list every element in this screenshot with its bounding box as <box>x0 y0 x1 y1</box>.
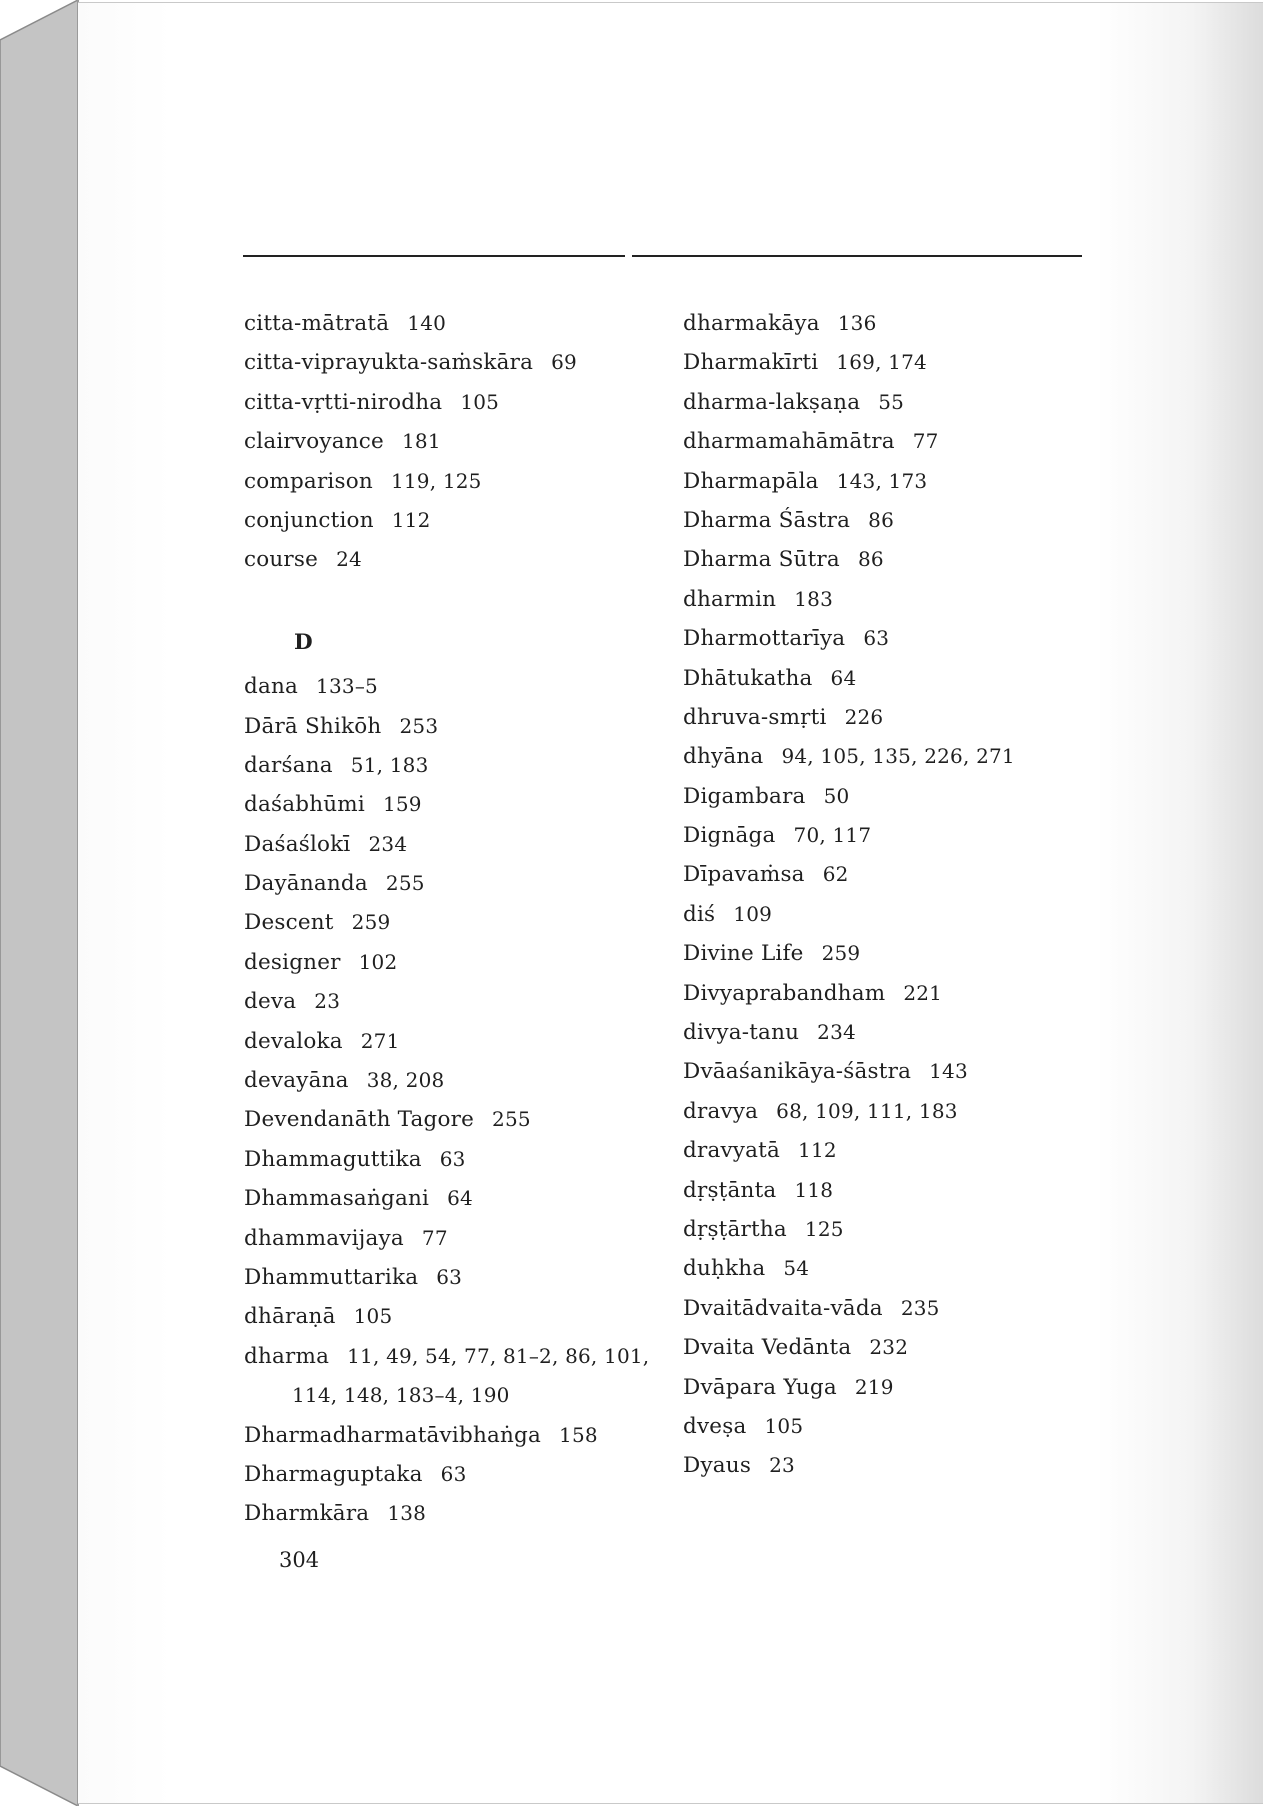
index-entry <box>683 777 1103 816</box>
index-page-refs: 221 <box>903 980 943 1005</box>
index-term: dveṣa <box>683 1413 747 1439</box>
index-term: Dyaus <box>683 1453 752 1479</box>
index-page-refs: 50 <box>823 783 850 808</box>
index-entry <box>244 1455 644 1494</box>
index-page-refs: 64 <box>830 665 857 690</box>
index-entry <box>683 1131 1103 1170</box>
index-term: diś <box>683 901 716 927</box>
index-entry <box>244 1140 644 1179</box>
index-page-refs: 259 <box>821 941 861 966</box>
index-term: Devendanāth Tagore <box>244 1107 475 1133</box>
index-page-refs: 119, 125 <box>390 468 482 493</box>
index-term: designer <box>244 949 341 975</box>
index-entry <box>683 1210 1103 1249</box>
index-term: dharmakāya <box>683 311 820 336</box>
index-term: daśabhūmi <box>244 792 365 818</box>
index-entry <box>244 343 644 382</box>
index-term: Dvāaśanikāya-śāstra <box>683 1059 912 1085</box>
index-entry <box>683 1171 1103 1210</box>
index-entry <box>244 707 644 746</box>
index-term: Dharma Śāstra <box>683 507 851 533</box>
index-page-refs: 235 <box>900 1295 940 1320</box>
index-term: dharma-lakṣaṇa <box>683 389 861 415</box>
index-page-refs: 118 <box>794 1177 834 1202</box>
index-entry <box>244 785 644 824</box>
index-entry <box>683 895 1103 934</box>
index-term: Dvaita Vedānta <box>683 1335 852 1361</box>
index-entry <box>683 1289 1103 1328</box>
index-entry <box>244 943 644 982</box>
index-entry <box>244 825 644 864</box>
index-page-refs: 102 <box>358 949 398 974</box>
index-page-refs: 125 <box>804 1216 844 1241</box>
index-column-left <box>244 304 650 1534</box>
index-entry <box>683 698 1103 737</box>
index-entry <box>244 746 644 785</box>
index-term: Dvāpara Yuga <box>683 1374 837 1400</box>
index-term: Dharmkāra <box>244 1501 370 1527</box>
index-entry <box>683 1328 1103 1367</box>
index-term: Dharmaguptaka <box>244 1461 423 1487</box>
index-term: divya-tanu <box>683 1020 800 1046</box>
index-entry <box>683 1013 1103 1052</box>
index-term: Dhammaguttika <box>244 1146 422 1172</box>
index-entry <box>683 1368 1103 1407</box>
index-entry <box>683 1249 1103 1288</box>
index-term: Dayānanda <box>244 871 368 897</box>
index-page-refs: 219 <box>854 1374 894 1399</box>
index-term: deva <box>244 989 297 1015</box>
index-term: Dvaitādvaita-vāda <box>683 1295 883 1321</box>
index-term: Dīpavaṁsa <box>683 862 805 888</box>
index-entry <box>683 304 1103 343</box>
index-page-refs: 54 <box>783 1256 810 1281</box>
index-page-refs: 62 <box>822 862 849 887</box>
index-entry <box>244 1179 644 1218</box>
index-term: Dharmottarīya <box>683 626 846 652</box>
index-entry <box>244 1494 644 1533</box>
index-page-refs: 86 <box>857 547 884 572</box>
index-entry <box>683 1446 1103 1485</box>
index-page-refs: 55 <box>878 389 905 414</box>
index-page-refs: 70, 117 <box>793 823 872 848</box>
index-entry <box>683 383 1103 422</box>
index-page-refs: 38, 208 <box>366 1068 445 1093</box>
index-page-refs: 183 <box>794 586 833 611</box>
index-entry <box>244 903 644 942</box>
index-entry <box>683 855 1103 894</box>
index-entry <box>244 1337 650 1376</box>
index-entry <box>683 343 1103 382</box>
index-page-refs: 105 <box>460 389 500 414</box>
index-page-refs: 143, 173 <box>836 468 928 493</box>
index-entry <box>244 1297 644 1336</box>
index-term: Dhammuttarika <box>244 1264 419 1290</box>
index-page-refs: 23 <box>314 989 341 1014</box>
index-term: dana <box>244 674 299 700</box>
index-term: citta-mātratā <box>244 311 390 336</box>
index-page-refs: 136 <box>837 311 877 335</box>
index-term: Dārā Shikōh <box>244 713 382 739</box>
index-page-refs: 64 <box>447 1186 473 1211</box>
index-page-refs: 271 <box>360 1028 400 1053</box>
index-page-refs: 259 <box>351 910 391 935</box>
index-entry <box>244 864 644 903</box>
index-page-refs: 77 <box>912 429 939 454</box>
index-term: Digambara <box>683 783 806 809</box>
header-rule-left <box>243 255 625 257</box>
index-page-refs: 133–5 <box>316 674 378 699</box>
index-page-refs: 140 <box>407 311 447 335</box>
index-entry <box>683 659 1103 698</box>
index-term: dhyāna <box>683 744 764 770</box>
index-term: Dhātukatha <box>683 665 813 691</box>
index-page-refs: 105 <box>764 1413 804 1438</box>
index-page-refs: 143 <box>929 1059 968 1084</box>
index-term: devayāna <box>244 1068 349 1094</box>
index-entry <box>683 974 1103 1013</box>
index-term: citta-viprayukta-saṁskāra <box>244 350 534 376</box>
index-entry <box>683 816 1103 855</box>
index-entry <box>683 1052 1103 1091</box>
index-page-refs: 109 <box>733 901 773 926</box>
index-term: clairvoyance <box>244 429 384 455</box>
index-entry <box>244 462 644 501</box>
index-term: Dharmapāla <box>683 468 819 494</box>
index-entry <box>244 982 644 1021</box>
index-term: dṛṣṭānta <box>683 1177 777 1203</box>
index-term: Descent <box>244 910 334 936</box>
index-term: Divyaprabandham <box>683 980 886 1006</box>
index-term: devaloka <box>244 1028 343 1054</box>
index-page-refs: 94, 105, 135, 226, 271 <box>781 744 1015 769</box>
index-term: dravyatā <box>683 1138 781 1164</box>
index-page-refs: 24 <box>336 547 362 572</box>
index-page-refs: 112 <box>391 507 431 532</box>
index-term: dharmin <box>683 586 777 612</box>
index-page-refs: 226 <box>844 704 884 729</box>
index-page-refs: 63 <box>436 1264 463 1289</box>
index-entry <box>683 580 1103 619</box>
index-term: dhruva-smṛti <box>683 704 827 730</box>
index-term: Dharmadharmatāvibhaṅga <box>244 1422 542 1448</box>
index-term: course <box>244 547 319 573</box>
index-page-refs: 114, 148, 183–4, 190 <box>292 1383 510 1408</box>
index-term: dharma <box>244 1343 330 1369</box>
index-entry <box>683 934 1103 973</box>
index-page-refs: 105 <box>353 1304 393 1329</box>
index-entry <box>244 422 644 461</box>
index-entry <box>683 619 1103 658</box>
index-page-refs: 63 <box>440 1461 467 1486</box>
header-rule-right <box>632 255 1082 257</box>
index-term: conjunction <box>244 507 374 533</box>
index-term: comparison <box>244 468 373 494</box>
index-term: dhammavijaya <box>244 1225 404 1251</box>
index-page-refs: 63 <box>439 1146 466 1171</box>
index-entry <box>244 501 644 540</box>
index-entry <box>244 1061 644 1100</box>
index-page-refs: 112 <box>798 1138 837 1163</box>
index-page-refs: 253 <box>399 713 439 738</box>
page-number: 304 <box>279 1548 320 1572</box>
index-page-refs: 255 <box>385 871 425 896</box>
index-term: Dignāga <box>683 823 776 849</box>
book-spine <box>0 0 80 1806</box>
index-term: Dharmakīrti <box>683 350 819 376</box>
index-term: duḥkha <box>683 1256 766 1282</box>
index-column-right <box>683 304 1103 1486</box>
index-entry <box>244 1219 644 1258</box>
index-entry <box>244 1022 644 1061</box>
index-term: Divine Life <box>683 941 804 967</box>
index-page-refs: 51, 183 <box>350 752 429 777</box>
index-term: dṛṣṭārtha <box>683 1216 787 1242</box>
index-page-refs: 23 <box>769 1453 795 1478</box>
index-entry <box>244 540 644 579</box>
index-term: dharmamahāmātra <box>683 429 895 455</box>
index-page-refs: 158 <box>559 1422 598 1447</box>
index-page-refs: 255 <box>492 1107 531 1132</box>
index-entry <box>244 304 644 343</box>
index-page-refs: 69 <box>551 350 577 375</box>
index-page-refs: 11, 49, 54, 77, 81–2, 86, 101, <box>347 1343 650 1368</box>
index-term: Dhammasaṅgani <box>244 1186 430 1212</box>
index-entry-continuation <box>244 1376 644 1415</box>
index-entry <box>244 1100 644 1139</box>
index-page-refs: 181 <box>401 429 441 454</box>
index-entry <box>244 383 644 422</box>
index-page-refs: 234 <box>368 831 408 856</box>
index-term: dhāraṇā <box>244 1304 336 1330</box>
index-spacer <box>244 580 644 619</box>
index-page-refs: 86 <box>868 507 894 532</box>
index-entry <box>244 667 644 706</box>
index-page-refs: 232 <box>869 1335 909 1360</box>
index-entry <box>683 737 1103 776</box>
index-term: darśana <box>244 752 333 778</box>
index-entry <box>683 422 1103 461</box>
index-section-heading: D <box>294 630 313 656</box>
index-entry <box>683 462 1103 501</box>
index-page-refs: 77 <box>421 1225 448 1250</box>
index-term: citta-vṛtti-nirodha <box>244 389 443 415</box>
index-page-refs: 63 <box>863 626 890 651</box>
index-term: dravya <box>683 1098 759 1124</box>
index-entry <box>244 1416 644 1455</box>
index-entry <box>683 1092 1103 1131</box>
index-entry <box>244 1258 644 1297</box>
index-page-refs: 159 <box>382 792 422 817</box>
index-entry <box>683 540 1103 579</box>
index-page-refs: 234 <box>817 1020 856 1045</box>
index-entry <box>683 1407 1103 1446</box>
index-term: Daśaślokī <box>244 831 351 857</box>
index-entry <box>683 501 1103 540</box>
index-term: Dharma Sūtra <box>683 547 840 573</box>
index-page-refs: 169, 174 <box>836 350 927 375</box>
index-page-refs: 68, 109, 111, 183 <box>776 1098 958 1123</box>
index-page-refs: 138 <box>387 1501 427 1526</box>
